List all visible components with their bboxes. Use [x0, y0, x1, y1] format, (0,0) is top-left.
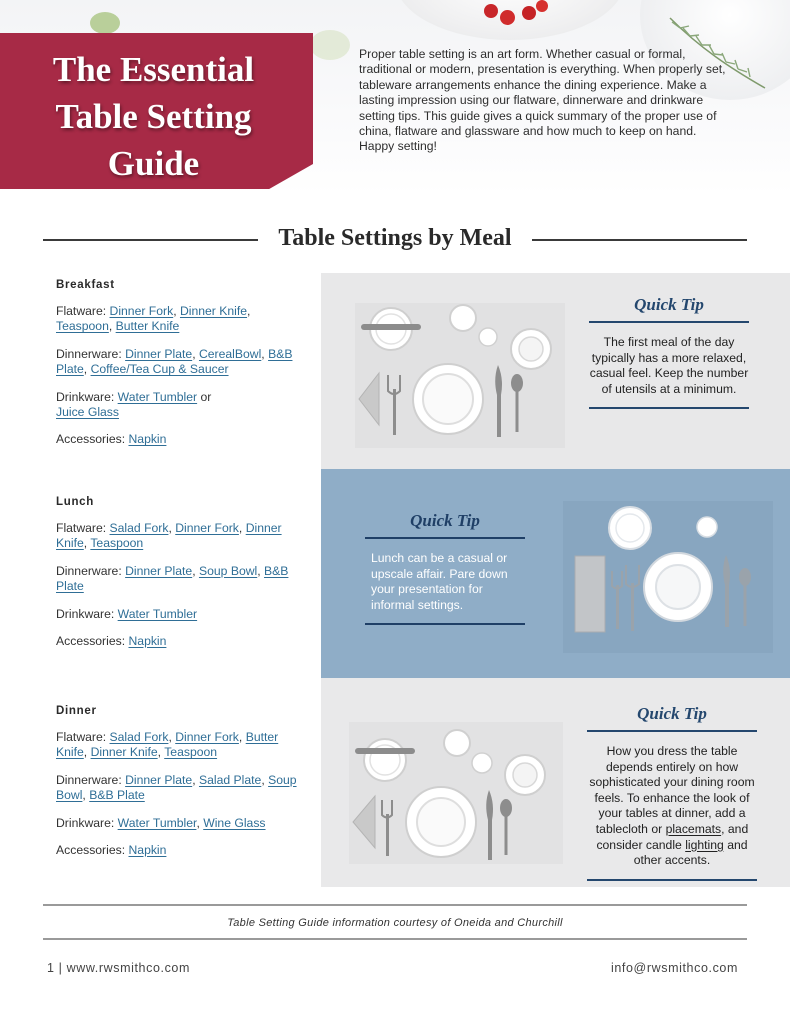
dinnerware-label: Dinnerware: — [56, 563, 122, 578]
breakfast-section — [56, 279, 306, 460]
teaspoon-icon — [500, 799, 512, 817]
salad-fork-link[interactable]: Salad Fork — [109, 730, 169, 744]
teaspoon-icon — [739, 568, 751, 586]
drinkware-joiner: or — [200, 389, 212, 404]
dinner-fork-icon — [631, 583, 634, 631]
butter-knife-link[interactable]: Butter Knife — [115, 319, 180, 334]
teaspoon-icon — [511, 374, 523, 392]
dinnerware-line: Dinnerware: Dinner Plate, Soup Bowl, B&B Plate — [56, 563, 289, 594]
dinnerware-label: Dinnerware: — [56, 772, 122, 787]
salad-fork-link[interactable]: Salad Fork — [109, 521, 169, 535]
email-link[interactable]: info@rwsmithco.com — [611, 961, 738, 975]
breakfast-quick-tip — [589, 295, 749, 409]
drinkware-label: Drinkware: — [56, 815, 115, 830]
salad-fork-icon — [386, 814, 389, 856]
dinner-knife-link[interactable]: Dinner Knife — [179, 304, 248, 318]
bb-plate-link[interactable]: B&B Plate — [56, 346, 293, 377]
cereal-bowl-icon — [450, 305, 476, 331]
page-footer-left — [47, 961, 190, 975]
decorative-tomato-image — [484, 4, 498, 18]
decorative-herb-image — [310, 30, 350, 60]
salad-plate-link[interactable]: Salad Plate — [198, 772, 262, 787]
dinnerware-label: Dinnerware: — [56, 346, 122, 361]
website-link[interactable]: www.rwsmithco.com — [66, 961, 190, 975]
dinnerware-line: Dinnerware: Dinner Plate, CerealBowl, B&B Plate, Coffee/Tea Cup & Saucer — [56, 346, 293, 377]
meal-title: Lunch — [56, 496, 94, 508]
napkin-link[interactable]: Napkin — [128, 432, 167, 447]
coffee-tea-cup-saucer-link[interactable]: Coffee/Tea Cup & Saucer — [90, 362, 229, 377]
dinner-plate-link[interactable]: Dinner Plate — [125, 346, 193, 361]
guide-title-line: Table Setting — [55, 97, 252, 136]
breakfast-panel — [321, 273, 790, 469]
dinner-knife-link[interactable]: Dinner Knife — [56, 521, 282, 551]
water-tumbler-link[interactable]: Water Tumbler — [117, 606, 198, 621]
decorative-tomato-image — [536, 0, 548, 12]
lunch-panel — [321, 469, 790, 678]
dinner-section — [56, 705, 306, 870]
dinner-fork-link[interactable]: Dinner Fork — [109, 304, 174, 318]
butter-knife-link[interactable]: Butter Knife — [56, 730, 279, 760]
dinner-fork-link[interactable]: Dinner Fork — [175, 730, 239, 744]
quick-tip-title: Quick Tip — [365, 511, 525, 539]
teaspoon-link[interactable]: Teaspoon — [90, 536, 144, 551]
decorative-tomato-image — [522, 6, 536, 20]
dinner-fork-link[interactable]: Dinner Fork — [175, 521, 239, 535]
heading-rule-right — [532, 239, 747, 241]
flatware-label: Flatware: — [56, 730, 107, 744]
lunch-quick-tip — [365, 511, 525, 625]
section-title: Table Settings by Meal — [278, 225, 512, 251]
quick-tip-text-part: and other accents. — [633, 837, 748, 868]
accessories-line — [56, 634, 306, 649]
lighting-link[interactable]: lighting — [685, 837, 724, 852]
lunch-place-setting-illustration — [559, 497, 777, 657]
drinkware-line — [56, 607, 306, 622]
section-heading — [43, 224, 747, 256]
flatware-line: Flatware: Salad Fork, Dinner Fork, Butter Knife, Dinner Knife, Teaspoon — [56, 730, 279, 760]
dinner-plate-link[interactable]: Dinner Plate — [125, 772, 193, 787]
teaspoon-link[interactable]: Teaspoon — [164, 745, 218, 760]
flatware-line: Flatware: Dinner Fork, Dinner Knife, Teaspoon, Butter Knife — [56, 304, 251, 334]
wine-glass-icon — [444, 730, 470, 756]
dinner-quick-tip — [587, 704, 757, 881]
accessories-label: Accessories: — [56, 843, 126, 858]
soup-bowl-link[interactable]: Soup Bowl — [56, 772, 297, 803]
soup-bowl-icon — [417, 798, 465, 846]
napkin-link[interactable]: Napkin — [128, 634, 167, 649]
breakfast-place-setting-illustration — [349, 295, 569, 453]
quick-tip-text-part: How you dress the table depends entirely on how sophisticated your dining room feels. To enhance the look of your tables at dinner, add a tablecloth or — [589, 744, 755, 836]
decorative-tomato-image — [500, 10, 515, 25]
soup-bowl-link[interactable]: Soup Bowl — [198, 563, 258, 578]
header — [0, 0, 790, 195]
accessories-label: Accessories: — [56, 634, 126, 649]
dinner-fork-icon — [393, 389, 396, 435]
footer-separator: | — [58, 961, 63, 975]
guide-title-line: Guide — [107, 144, 200, 183]
quick-tip-title: Quick Tip — [589, 295, 749, 323]
accessories-label: Accessories: — [56, 432, 126, 447]
dinner-place-setting-illustration — [343, 718, 568, 868]
napkin-link[interactable]: Napkin — [128, 843, 167, 858]
dinner-knife-link[interactable]: Dinner Knife — [90, 745, 158, 760]
quick-tip-title: Quick Tip — [587, 704, 757, 732]
drinkware-label: Drinkware: — [56, 389, 115, 404]
intro-paragraph: Proper table setting is an art form. Whether casual or formal, traditional or modern, presentation is everything. When properly set, tableware arrangements enhance the dining experience. Make a lasting impression using our flatware, dinnerware and drinkware setting tips. This guide gives a quick summary of the proper use of china, flatware and glassware and how much to keep on hand. Happy setting! — [359, 47, 726, 154]
flatware-label: Flatware: — [56, 304, 107, 318]
decorative-herb-image — [90, 12, 120, 34]
page-number: 1 — [47, 961, 55, 975]
quick-tip-text — [587, 744, 757, 881]
quick-tip-text: Lunch can be a casual or upscale affair. Pare down your presentation for informal settings. — [365, 551, 525, 625]
soup-bowl-icon — [656, 565, 700, 609]
quick-tip-text-part: , and consider candle — [596, 821, 749, 852]
bb-plate-link[interactable]: B&B Plate — [89, 788, 145, 803]
dinner-panel — [321, 678, 790, 887]
guide-title — [0, 46, 307, 187]
napkin-icon — [575, 556, 605, 632]
placemats-link[interactable]: placemats — [665, 821, 722, 836]
drinkware-line — [56, 390, 306, 421]
butter-knife-icon — [355, 748, 415, 754]
juice-glass-link[interactable]: Juice Glass — [56, 405, 119, 420]
dinner-plate-link[interactable]: Dinner Plate — [125, 563, 193, 578]
teaspoon-link[interactable]: Teaspoon — [56, 319, 109, 334]
quick-tip-text: The first meal of the day typically has a more relaxed, casual feel. Keep the number of utensils at a minimum. — [589, 335, 749, 409]
guide-title-line: The Essential — [52, 50, 255, 89]
drinkware-label: Drinkware: — [56, 606, 115, 621]
drinkware-line: Drinkware: Water Tumbler, Wine Glass — [56, 815, 266, 830]
water-tumbler-link[interactable]: Water Tumbler — [117, 815, 197, 830]
bb-plate-icon — [697, 517, 717, 537]
water-tumbler-link[interactable]: Water Tumbler — [117, 389, 198, 404]
lunch-section — [56, 496, 306, 661]
butter-knife-icon — [361, 324, 421, 330]
flatware-line: Flatware: Salad Fork, Dinner Fork, Dinner Knife, Teaspoon — [56, 521, 282, 551]
accessories-line — [56, 432, 306, 447]
wine-glass-link[interactable]: Wine Glass — [203, 815, 266, 830]
footer-rule-bottom — [43, 938, 747, 940]
salad-fork-icon — [616, 585, 619, 629]
dinnerware-line: Dinnerware: Dinner Plate, Salad Plate, Soup Bowl, B&B Plate — [56, 772, 297, 803]
meal-title: Dinner — [56, 705, 97, 717]
flatware-label: Flatware: — [56, 521, 107, 535]
meal-title: Breakfast — [56, 279, 115, 291]
water-tumbler-icon — [472, 753, 492, 773]
bb-plate-link[interactable]: B&B Plate — [56, 563, 289, 594]
accessories-line — [56, 843, 306, 858]
cereal-bowl-link[interactable]: CerealBowl — [198, 346, 262, 361]
footer-rule-top — [43, 904, 747, 906]
credit-line: Table Setting Guide information courtesy of Oneida and Churchill — [227, 917, 563, 929]
